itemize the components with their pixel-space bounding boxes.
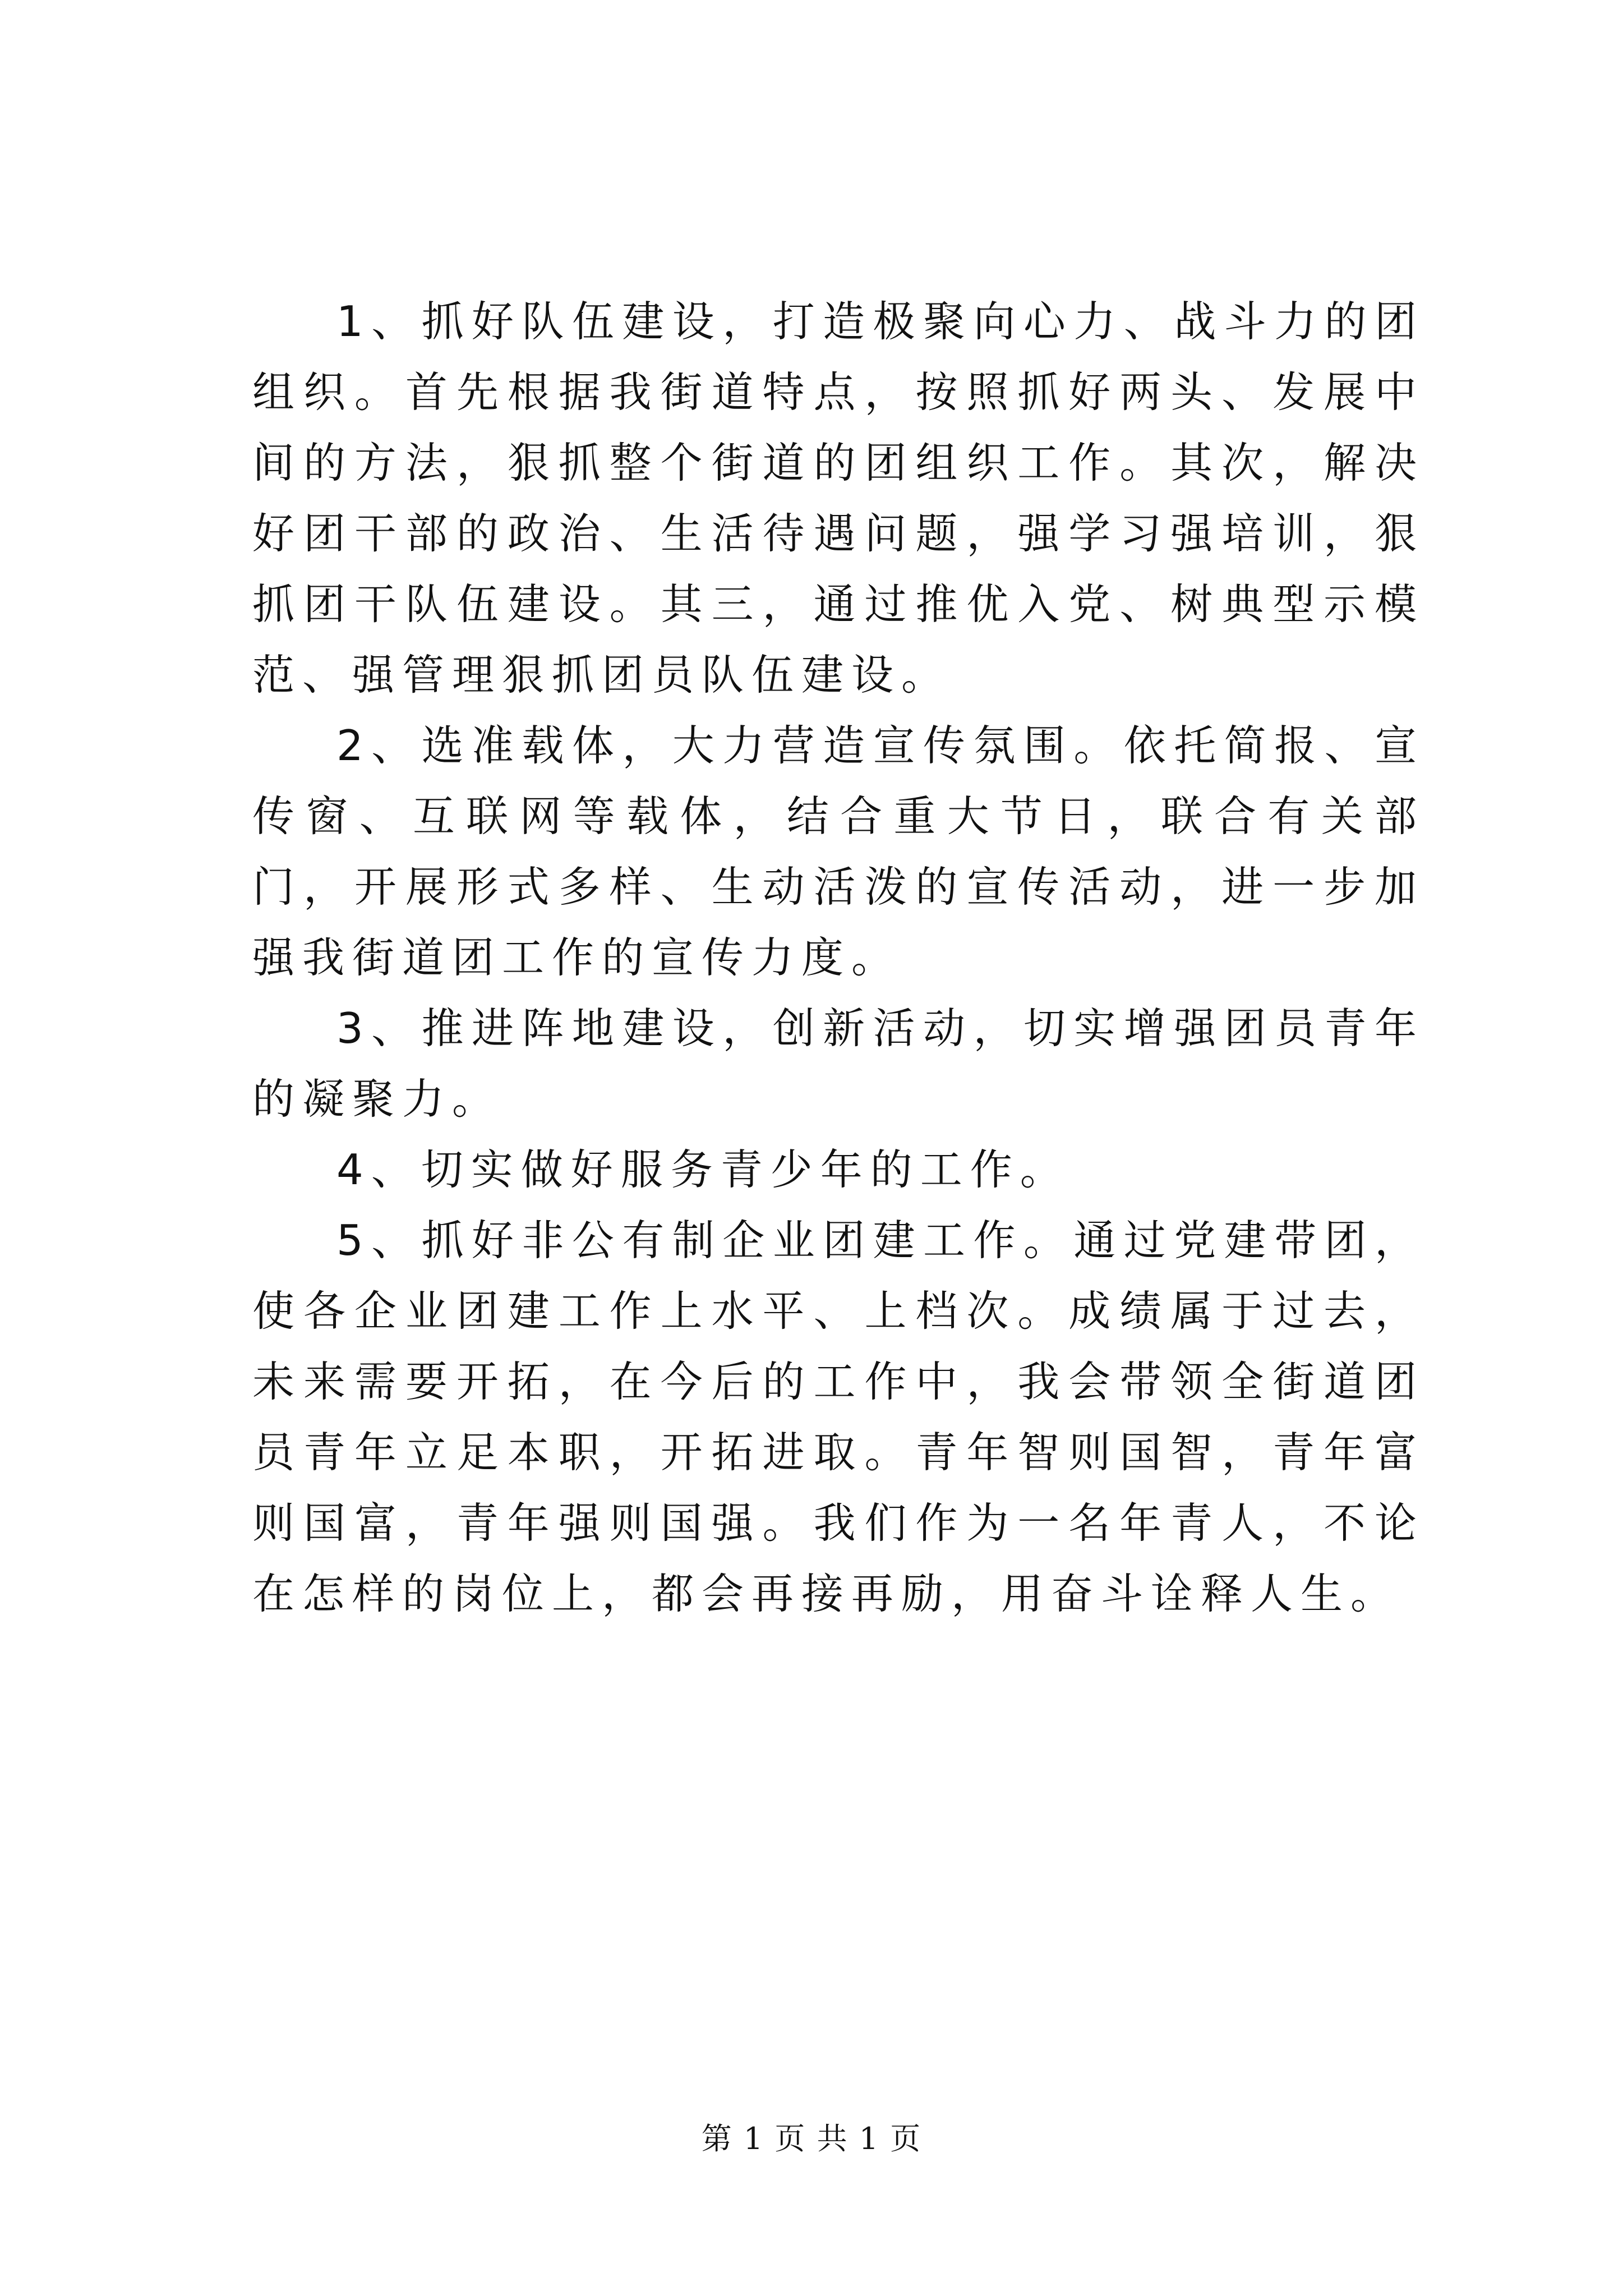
paragraph-1: 1、抓好队伍建设，打造极聚向心力、战斗力的团组织。首先根据我街道特点，按照抓好两头、发展中间的方法，狠抓整个街道的团组织工作。其次，解决好团干部的政治、生活待遇问题，强学习强培训，狠抓团干队伍建设。其三，通过推优入党、树典型示模范、强管理狠抓团员队伍建设。 bbox=[252, 297, 1424, 700]
page-footer: 第 1 页 共 1 页 bbox=[701, 2121, 922, 2156]
paragraph-4: 4、切实做好服务青少年的工作。 bbox=[336, 1145, 1070, 1194]
paragraph-2: 2、选准载体，大力营造宣传氛围。依托简报、宣传窗、互联网等载体，结合重大节日，联合有关部门，开展形式多样、生动活泼的宣传活动，进一步加强我街道团工作的宣传力度。 bbox=[252, 721, 1424, 982]
document-body bbox=[252, 286, 1424, 1629]
paragraph-5: 5、抓好非公有制企业团建工作。通过党建带团，使各企业团建工作上水平、上档次。成绩属于过去，未来需要开拓，在今后的工作中，我会带领全街道团员青年立足本职，开拓进取。青年智则国智，青年富则国富，青年强则国强。我们作为一名年青人，不论在怎样的岗位上，都会再接再励，用奋斗诠释人生。 bbox=[252, 1216, 1424, 1618]
paragraph-3: 3、推进阵地建设，创新活动，切实增强团员青年的凝聚力。 bbox=[252, 1004, 1424, 1124]
